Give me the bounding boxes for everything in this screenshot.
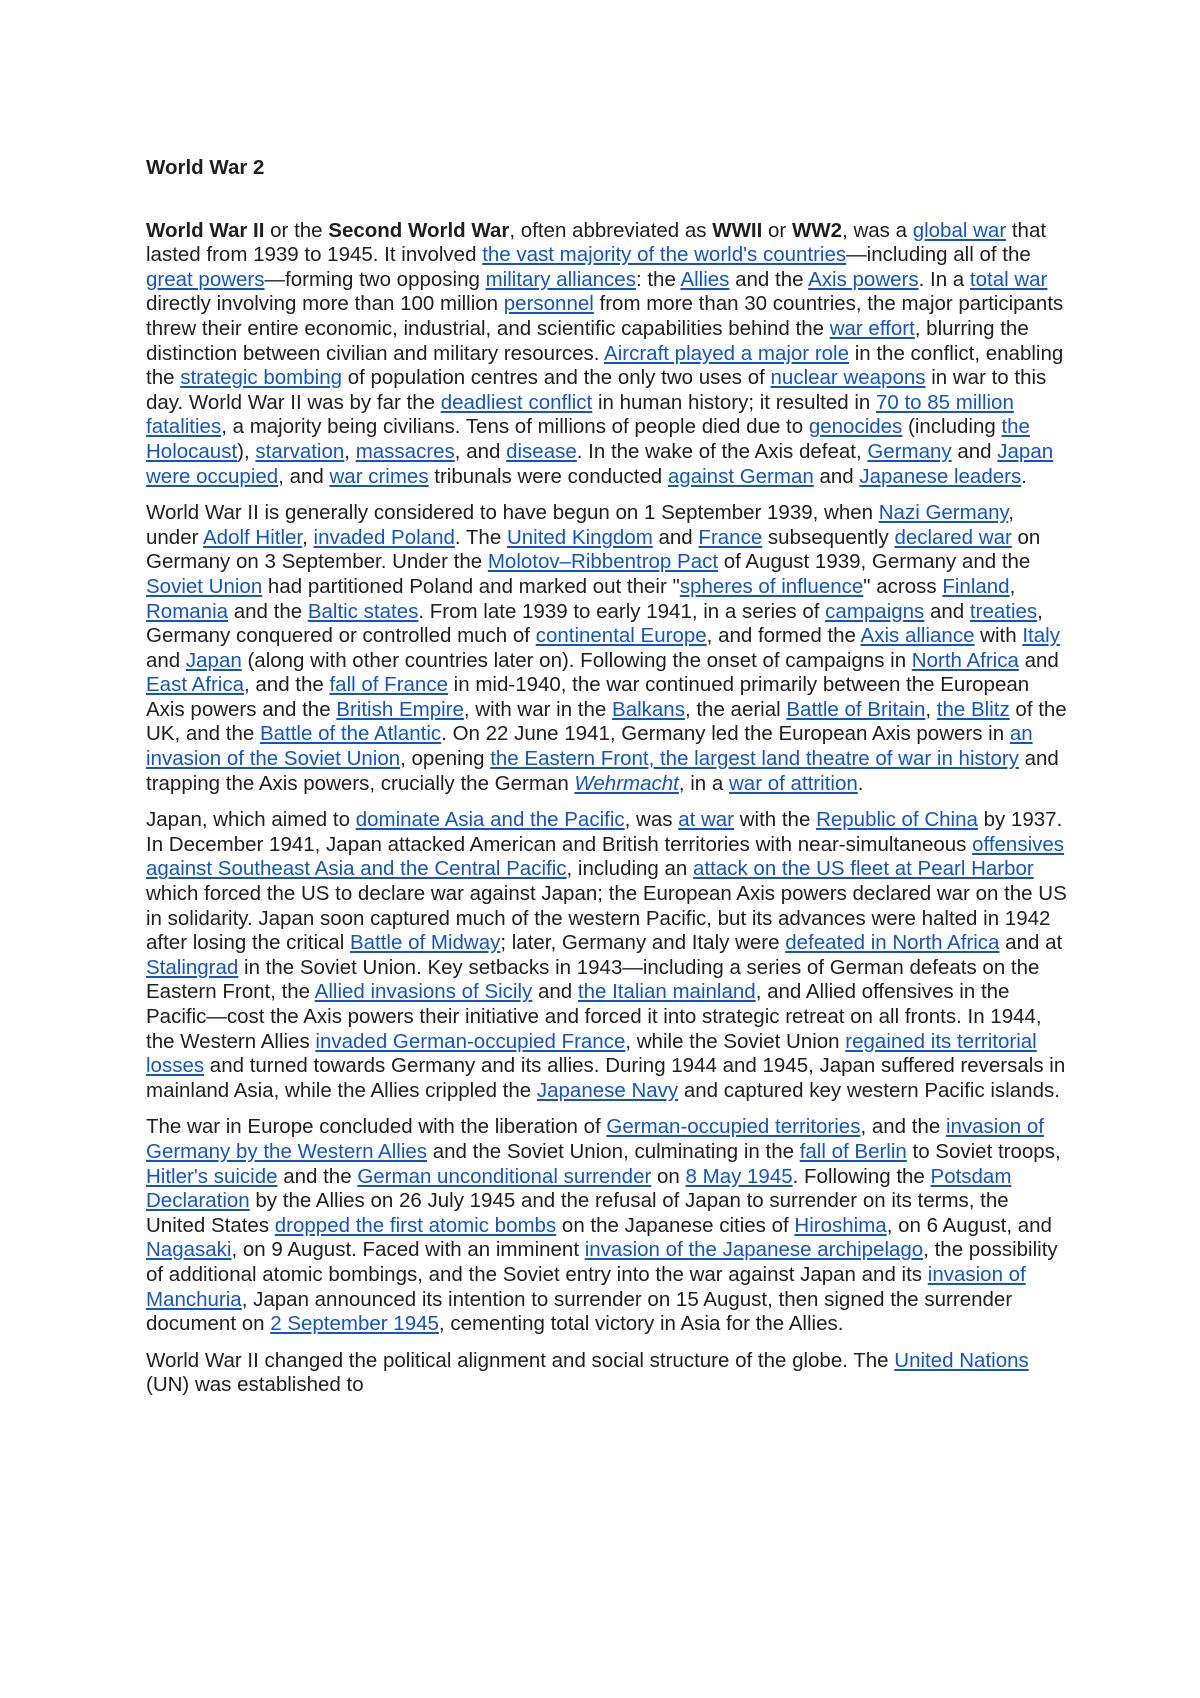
text-run: , Japan announced its intention to surrender on 15 August, then signed the surrender document on	[146, 1287, 1013, 1336]
hyperlink[interactable]: against German	[667, 464, 814, 488]
hyperlink[interactable]: Balkans	[612, 697, 685, 721]
hyperlink[interactable]: Battle of the Atlantic	[259, 722, 442, 746]
text-run: directly involving more than 100 million	[146, 292, 504, 316]
hyperlink[interactable]: Hitler's suicide	[146, 1164, 278, 1188]
hyperlink[interactable]: Axis alliance	[860, 624, 975, 648]
hyperlink[interactable]: genocides	[808, 415, 903, 439]
text-run: , and	[278, 464, 330, 488]
hyperlink[interactable]: the Holocaust	[146, 415, 1030, 463]
text-run: of population centres and the only two uses of	[342, 366, 771, 390]
text-run: , was a	[842, 218, 913, 242]
document-page	[146, 156, 1068, 1410]
text-run: and turned towards Germany and its allies. During 1944 and 1945, Japan suffered reversals in mainland Asia, while the Allies crippled the	[146, 1054, 1066, 1102]
text-run: , the possibility of additional atomic bombings, and the Soviet entry into the war against Japan and its	[146, 1238, 1058, 1286]
text-run: that lasted from 1939 to 1945. It involved	[146, 218, 1047, 267]
text-run: Japan, which aimed to	[146, 808, 356, 832]
hyperlink[interactable]: war effort	[829, 316, 915, 340]
hyperlink[interactable]: Aircraft played a major role	[604, 341, 850, 365]
hyperlink[interactable]: Battle of Britain	[786, 697, 926, 721]
text-run: ,	[925, 697, 937, 721]
hyperlink[interactable]: regained its territorial losses	[146, 1029, 1037, 1078]
hyperlink[interactable]: German unconditional surrender	[357, 1164, 652, 1188]
text-run: with	[974, 624, 1023, 648]
hyperlink[interactable]: Baltic states	[307, 599, 419, 623]
text-run: World War II is generally considered to have begun on 1 September 1939, when	[146, 501, 879, 525]
paragraph	[146, 501, 1068, 796]
hyperlink[interactable]: great powers	[146, 267, 265, 291]
paragraph	[146, 808, 1068, 1103]
hyperlink[interactable]: starvation	[255, 439, 345, 463]
text-run: , opening	[400, 747, 491, 771]
text-run: by the Allies on 26 July 1945 and the refusal of Japan to surrender on its terms, the United States	[146, 1189, 1009, 1237]
hyperlink[interactable]: military alliances	[485, 267, 636, 291]
hyperlink[interactable]: invasion of the Japanese archipelago	[584, 1238, 924, 1262]
hyperlink[interactable]: massacres	[355, 439, 455, 463]
hyperlink[interactable]: Japan were occupied	[146, 439, 1054, 488]
text-run: with the	[734, 808, 817, 832]
hyperlink[interactable]: Japanese leaders	[859, 464, 1022, 488]
hyperlink[interactable]: Adolf Hitler	[203, 525, 303, 549]
text-run: . In a	[918, 267, 970, 291]
document-title: World War 2	[146, 156, 265, 179]
hyperlink[interactable]: disease	[506, 439, 577, 463]
hyperlink[interactable]: German-occupied territories	[606, 1115, 861, 1139]
text-run: , the aerial	[684, 697, 787, 721]
hyperlink[interactable]: Nagasaki	[146, 1238, 232, 1262]
text-run: . Following the	[792, 1164, 931, 1188]
hyperlink[interactable]: the vast majority of the world's countries	[482, 243, 847, 267]
text-run: ,	[344, 439, 356, 463]
hyperlink[interactable]: global war	[912, 218, 1007, 242]
paragraph	[146, 1115, 1068, 1336]
text-run: and at	[999, 931, 1063, 955]
text-run: " across	[863, 574, 943, 598]
text-run: and captured key western Pacific islands.	[678, 1078, 1060, 1102]
hyperlink[interactable]: treaties	[969, 599, 1038, 623]
text-run: The war in Europe concluded with the liberation of	[146, 1115, 607, 1139]
text-run: and the	[228, 599, 308, 623]
hyperlink[interactable]: Nazi Germany	[878, 501, 1009, 525]
text-run: , and Allied offensives in the Pacific—cost the Axis powers their initiative and forced it into strategic retreat on all fronts. In 1944, the Western Allies	[146, 980, 1042, 1053]
hyperlink[interactable]: Battle of Midway	[349, 931, 501, 955]
hyperlink[interactable]: North Africa	[911, 648, 1019, 672]
hyperlink[interactable]: 70 to 85 million fatalities	[146, 390, 1014, 439]
text-run: on Germany on 3 September. Under the	[146, 525, 1041, 574]
text-run: tribunals were conducted	[428, 464, 668, 488]
text-run: World War II changed the political alignment and social structure of the globe. The	[146, 1348, 895, 1372]
text-run: in human history; it resulted in	[592, 390, 876, 414]
text-run: and	[146, 648, 186, 672]
text-run: in war to this day. World War II was by far the	[146, 366, 1047, 414]
text-run: or the	[264, 218, 329, 242]
hyperlink[interactable]: the Blitz	[936, 697, 1010, 721]
text-run: of the UK, and the	[146, 697, 1067, 746]
text-run: , and formed the	[706, 624, 861, 648]
hyperlink[interactable]: spheres of influence	[679, 574, 864, 598]
paragraph	[146, 1349, 1068, 1398]
hyperlink[interactable]: 8 May 1945	[685, 1164, 793, 1188]
text-run: and the	[729, 267, 809, 291]
text-run: .	[857, 771, 864, 795]
paragraph	[146, 219, 1068, 490]
text-run: , often abbreviated as	[509, 218, 713, 242]
hyperlink[interactable]: invaded German-occupied France	[315, 1029, 626, 1053]
hyperlink[interactable]: Japanese Navy	[536, 1078, 679, 1102]
text-run: which forced the US to declare war against Japan; the European Axis powers declared war on the US in solidarity. Japan soon captured much of the western Pacific, but its advances were halted in 1942 after losing the critical	[146, 882, 1067, 955]
text-run: . In the wake of the Axis defeat,	[576, 439, 868, 463]
text-run: (UN) was established to	[146, 1373, 364, 1397]
text-run: (including	[902, 415, 1002, 439]
text-run: ; later, Germany and Italy were	[500, 931, 786, 955]
text-run: : the	[635, 267, 681, 291]
hyperlink[interactable]: East Africa	[146, 673, 244, 697]
hyperlink[interactable]: strategic bombing	[180, 366, 343, 390]
bold-text: WWII	[712, 218, 763, 242]
text-run: , and	[454, 439, 507, 463]
text-run: and	[813, 464, 860, 488]
text-run: from more than 30 countries, the major participants threw their entire economic, industrial, and scientific capabilities behind the	[146, 292, 1064, 340]
text-run: and	[532, 980, 578, 1004]
hyperlink[interactable]: Allied invasions of Sicily	[314, 980, 533, 1004]
text-run: , on 6 August, and	[886, 1213, 1052, 1237]
hyperlink[interactable]: Hiroshima	[794, 1213, 887, 1237]
hyperlink[interactable]: Axis powers	[808, 267, 919, 291]
bold-text: World War II	[146, 218, 265, 242]
hyperlink[interactable]: fall of Berlin	[799, 1139, 907, 1163]
hyperlink[interactable]: Potsdam Declaration	[146, 1164, 1012, 1213]
text-run: and	[652, 525, 699, 549]
text-run: ),	[237, 439, 256, 463]
bold-text: Second World War	[328, 218, 510, 242]
hyperlink[interactable]: continental Europe	[535, 624, 707, 648]
hyperlink[interactable]: personnel	[503, 292, 594, 316]
text-run: , a majority being civilians. Tens of millions of people died due to	[221, 415, 809, 439]
hyperlink[interactable]: attack on the US fleet at Pearl Harbor	[693, 857, 1034, 881]
hyperlink[interactable]: nuclear weapons	[770, 366, 926, 390]
text-run: of August 1939, Germany and the	[718, 550, 1031, 574]
text-run: and	[951, 439, 998, 463]
text-run: . On 22 June 1941, Germany led the European Axis powers in	[441, 722, 1010, 746]
text-run: by 1937. In December 1941, Japan attacked American and British territories with near-simultaneous	[146, 808, 1063, 856]
text-run: and the Soviet Union, culminating in the	[427, 1139, 800, 1163]
hyperlink[interactable]: at war	[678, 808, 735, 832]
text-run: —forming two opposing	[264, 267, 486, 291]
text-run: on	[651, 1164, 686, 1188]
hyperlink[interactable]: 2 September 1945	[270, 1312, 439, 1336]
hyperlink[interactable]: Republic of China	[816, 808, 978, 832]
text-run: , was	[624, 808, 679, 832]
hyperlink[interactable]: Molotov–Ribbentrop Pact	[487, 550, 719, 574]
hyperlink[interactable]: the Eastern Front, the largest land theatre of war in history	[490, 747, 1019, 771]
hyperlink[interactable]: offensives against Southeast Asia and the Central Pacific	[146, 832, 1065, 881]
hyperlink[interactable]: the Italian mainland	[577, 980, 756, 1004]
text-run: , blurring the distinction between civilian and military resources.	[146, 316, 1029, 365]
hyperlink[interactable]: France	[698, 525, 763, 549]
hyperlink[interactable]: Germany	[867, 439, 952, 463]
text-run: or	[762, 218, 792, 242]
hyperlink[interactable]: Stalingrad	[146, 955, 239, 979]
hyperlink[interactable]: dominate Asia and the Pacific	[355, 808, 625, 832]
text-run: and	[924, 599, 970, 623]
hyperlink[interactable]: defeated in North Africa	[785, 931, 1000, 955]
hyperlink[interactable]: Soviet Union	[146, 574, 263, 598]
hyperlink[interactable]: invasion of Manchuria	[146, 1262, 1026, 1311]
hyperlink[interactable]: United Nations	[894, 1348, 1029, 1372]
hyperlink[interactable]: Allies	[680, 267, 730, 291]
hyperlink[interactable]: fall of France	[329, 673, 448, 697]
text-run: , in a	[678, 771, 729, 795]
text-run: —including all of the	[846, 243, 1031, 267]
hyperlink[interactable]: Japan	[185, 648, 242, 672]
text-run: ,	[302, 525, 314, 549]
hyperlink[interactable]: deadliest conflict	[440, 390, 593, 414]
text-run: and trapping the Axis powers, crucially the German	[146, 747, 1059, 795]
text-run: , Germany conquered or controlled much of	[146, 599, 1043, 648]
hyperlink[interactable]: war of attrition	[729, 771, 858, 795]
text-run: (along with other countries later on). Following the onset of campaigns in	[241, 648, 912, 672]
hyperlink[interactable]: war crimes	[329, 464, 429, 488]
text-run: in the conflict, enabling the	[146, 341, 1064, 390]
text-run: , cementing total victory in Asia for the Allies.	[438, 1312, 844, 1336]
document-body	[146, 219, 1068, 1398]
text-run: , and the	[860, 1115, 946, 1139]
hyperlink[interactable]: Finland	[942, 574, 1010, 598]
hyperlink[interactable]: invaded Poland	[313, 525, 455, 549]
text-run: on the Japanese cities of	[556, 1213, 795, 1237]
text-run: to Soviet troops,	[906, 1139, 1061, 1163]
text-run: in mid-1940, the war continued primarily between the European Axis powers and the	[146, 673, 1030, 721]
hyperlink[interactable]: invasion of Germany by the Western Allies	[146, 1115, 1044, 1163]
text-run: subsequently	[762, 525, 895, 549]
hyperlink[interactable]: Wehrmacht	[574, 771, 679, 795]
hyperlink[interactable]: an invasion of the Soviet Union	[146, 722, 1033, 771]
text-run: ,	[1009, 574, 1016, 598]
hyperlink[interactable]: United Kingdom	[506, 525, 653, 549]
hyperlink[interactable]: campaigns	[825, 599, 925, 623]
text-run: . From late 1939 to early 1941, in a series of	[418, 599, 826, 623]
text-run: . The	[454, 525, 507, 549]
bold-text: WW2	[791, 218, 843, 242]
hyperlink[interactable]: Italy	[1022, 624, 1060, 648]
hyperlink[interactable]: Romania	[146, 599, 229, 623]
text-run: and	[1018, 648, 1059, 672]
text-run: , under	[146, 501, 1014, 549]
hyperlink[interactable]: dropped the first atomic bombs	[274, 1213, 557, 1237]
text-run: .	[1021, 464, 1027, 488]
text-run: , while the Soviet Union	[625, 1029, 846, 1053]
text-run: , and the	[244, 673, 330, 697]
hyperlink[interactable]: British Empire	[336, 697, 464, 721]
text-run: , including an	[566, 857, 694, 881]
text-run: , with war in the	[463, 697, 613, 721]
hyperlink[interactable]: total war	[969, 267, 1048, 291]
text-run: and the	[277, 1164, 358, 1188]
text-run: in the Soviet Union. Key setbacks in 1943—including a series of German defeats on the Eastern Front, the	[146, 955, 1040, 1004]
text-run: had partitioned Poland and marked out their "	[262, 574, 680, 598]
hyperlink[interactable]: declared war	[894, 525, 1012, 549]
text-run: , on 9 August. Faced with an imminent	[231, 1238, 585, 1262]
